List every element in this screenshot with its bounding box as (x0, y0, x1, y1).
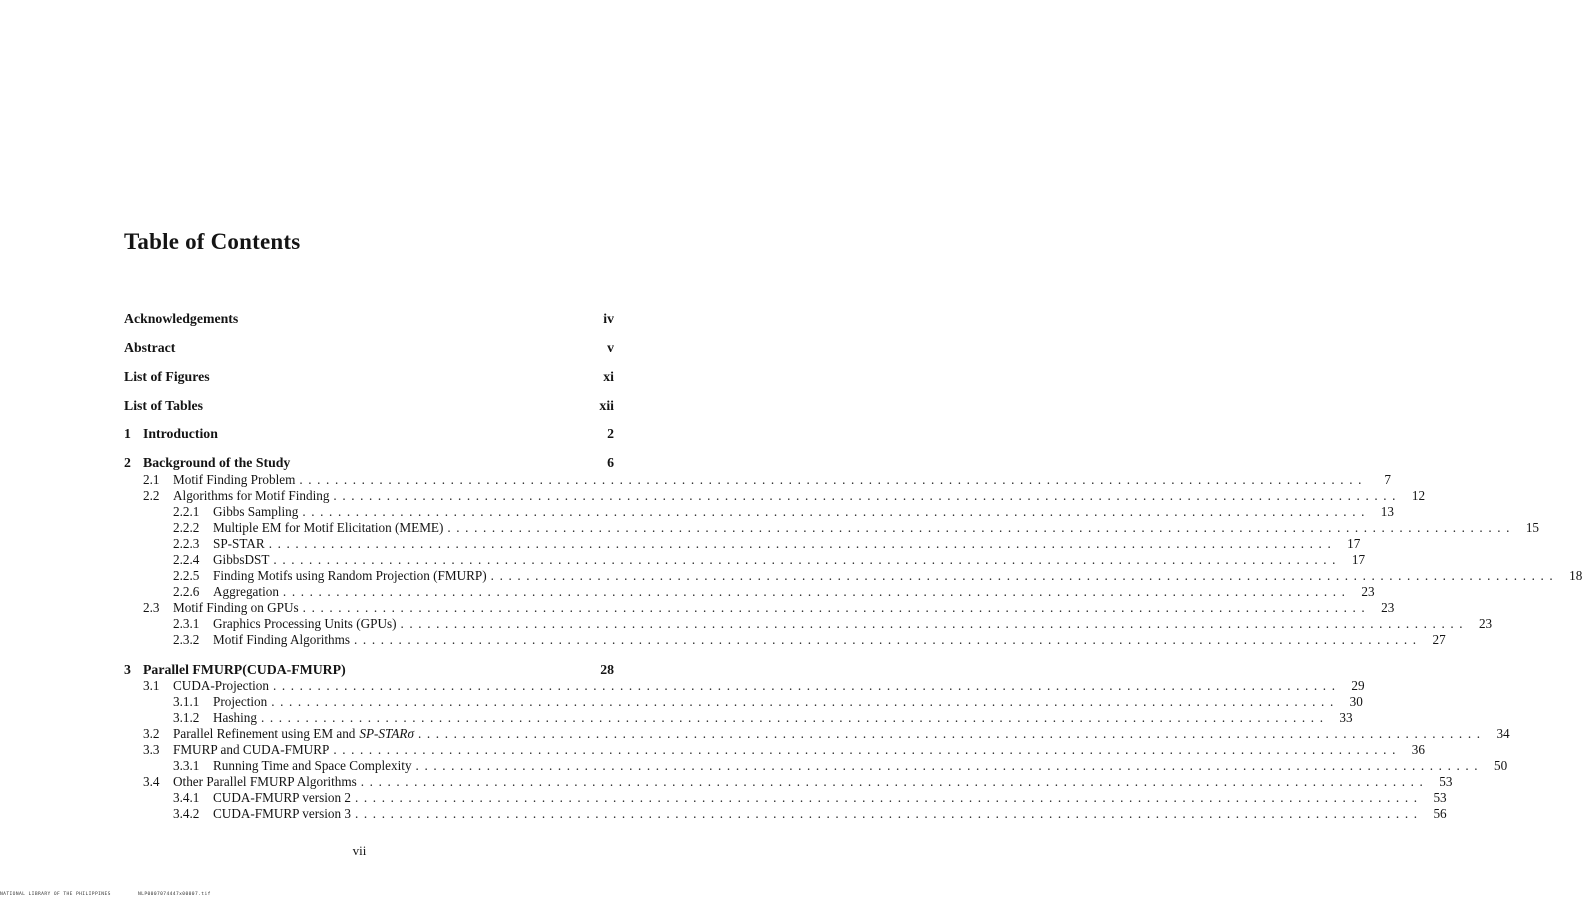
toc-label: GibbsDST (213, 552, 270, 567)
toc-label: FMURP and CUDA-FMURP (173, 742, 330, 757)
toc-leader-dots: ........................................................................................................................ (418, 726, 1486, 741)
toc-number: 1 (124, 426, 131, 441)
toc-label: Finding Motifs using Random Projection (FMURP) (213, 568, 487, 583)
toc-number: 3.3 (143, 742, 160, 757)
toc-label: Hashing (213, 710, 257, 725)
toc-leader-dots: ........................................................................................................................ (360, 774, 1429, 789)
toc-entry-3-1-1[interactable] (124, 694, 1363, 710)
toc-label: Motif Finding Algorithms (213, 632, 351, 647)
toc-entry-2-3-2[interactable] (124, 632, 1446, 648)
toc-label: CUDA-FMURP version 3 (213, 806, 351, 821)
toc-leader-dots: ........................................................................................................................ (447, 520, 1516, 535)
toc-label: Algorithms for Motif Finding (173, 488, 330, 503)
toc-number: 2.2.6 (173, 584, 200, 599)
toc-entry-2-2-1[interactable] (124, 504, 1394, 520)
toc-label: Parallel Refinement using EM and (173, 726, 356, 741)
toc-number: 2 (124, 455, 131, 470)
toc-number: 2.2.3 (173, 536, 200, 551)
toc-entry-2-2-5[interactable] (124, 568, 1582, 584)
toc-label-italic: SP-STARσ (359, 726, 414, 741)
toc-label: Projection (213, 694, 268, 709)
toc-page: 53 (1433, 790, 1447, 805)
toc-leader-dots: ........................................................................................................................ (333, 742, 1401, 757)
toc-page: 36 (1411, 742, 1425, 757)
toc-leader-dots: ........................................................................................................................ (282, 584, 1351, 599)
toc-page: 53 (1439, 774, 1453, 789)
toc-number: 3.4.2 (173, 806, 200, 821)
toc-leader-dots: ........................................................................................................................ (354, 632, 1422, 647)
toc-page: xi (603, 369, 614, 384)
toc-leader-dots: ........................................................................................................................ (268, 536, 1337, 551)
toc-label: Graphics Processing Units (GPUs) (213, 616, 397, 631)
toc-entry-3-4[interactable] (124, 774, 1453, 790)
toc-leader-dots: ........................................................................................................................ (415, 758, 1484, 773)
toc-entry-3-4-1[interactable] (124, 790, 1447, 806)
toc-number: 2.3.2 (173, 632, 200, 647)
toc-page: 17 (1351, 552, 1366, 567)
toc-page: 50 (1493, 758, 1508, 773)
toc-page: 23 (1361, 584, 1375, 599)
toc-page: 15 (1525, 520, 1540, 535)
toc-number: 3.4 (143, 774, 160, 789)
toc-entry-2-1[interactable] (124, 472, 1391, 488)
toc-page: 23 (1478, 616, 1493, 631)
toc-page: 23 (1381, 600, 1395, 615)
toc-entry-3-3[interactable] (124, 742, 1425, 758)
toc-label: Motif Finding on GPUs (173, 600, 299, 615)
toc-number: 3.3.1 (173, 758, 200, 773)
toc-leader-dots: ........................................................................................................................ (272, 678, 1341, 693)
toc-entry-3-1-2[interactable] (124, 710, 1353, 726)
toc-entry-3-1[interactable] (124, 678, 1365, 694)
toc-page: 7 (1384, 472, 1391, 487)
toc-page: 28 (600, 662, 614, 677)
toc-label: SP-STAR (213, 536, 265, 551)
toc-label: List of Figures (124, 369, 210, 384)
toc-number: 3.1.2 (173, 710, 200, 725)
toc-label: Background of the Study (143, 455, 291, 470)
toc-entry-acknowledgements[interactable] (124, 311, 614, 327)
toc-label: Gibbs Sampling (213, 504, 299, 519)
table-of-contents (124, 0, 1582, 900)
toc-page: 12 (1411, 488, 1426, 503)
toc-number: 2.2 (143, 488, 160, 503)
toc-leader-dots: ........................................................................................................................ (355, 790, 1423, 805)
toc-label: Aggregation (213, 584, 279, 599)
toc-page: 56 (1433, 806, 1447, 821)
toc-leader-dots: ........................................................................................................................ (273, 552, 1342, 567)
toc-leader-dots: ........................................................................................................................ (271, 694, 1339, 709)
toc-number: 2.3 (143, 600, 160, 615)
toc-page: iv (603, 311, 614, 326)
toc-number: 3.2 (143, 726, 160, 741)
toc-page: 27 (1432, 632, 1446, 647)
toc-label: Other Parallel FMURP Algorithms (173, 774, 357, 789)
toc-entry-3-2[interactable] (124, 726, 1510, 742)
toc-entry-list-of-tables[interactable] (124, 398, 614, 414)
toc-page: 13 (1380, 504, 1394, 519)
page-title: Table of Contents (124, 229, 301, 254)
scan-footer-file: NLP0007074447x00007.tif (137, 892, 211, 897)
toc-number: 2.2.1 (173, 504, 200, 519)
toc-number: 3.1.1 (173, 694, 200, 709)
toc-number: 2.2.5 (173, 568, 200, 583)
toc-page: xii (599, 398, 614, 413)
toc-page: 17 (1347, 536, 1361, 551)
toc-page: 18 (1569, 568, 1582, 583)
toc-page: 33 (1339, 710, 1353, 725)
toc-number: 2.1 (143, 472, 160, 487)
toc-label: CUDA-Projection (173, 678, 269, 693)
toc-page: v (607, 340, 614, 355)
toc-leader-dots: ........................................................................................................................ (299, 472, 1367, 487)
toc-leader-dots: ........................................................................................................................ (400, 616, 1469, 631)
toc-entry-chapter-1[interactable] (124, 426, 614, 442)
toc-entry-2-3-1[interactable] (124, 616, 1493, 632)
toc-label: Running Time and Space Complexity (213, 758, 412, 773)
toc-leader-dots: ........................................................................................................................ (302, 600, 1371, 615)
toc-leader-dots: ........................................................................................................................ (490, 568, 1559, 583)
scan-footer-library: NATIONAL LIBRARY OF THE PHILIPPINES (0, 892, 111, 897)
toc-page: 34 (1496, 726, 1510, 741)
toc-number: 3 (124, 662, 131, 677)
toc-number: 3.1 (143, 678, 160, 693)
toc-leader-dots: ........................................................................................................................ (355, 806, 1423, 821)
toc-leader-dots: ........................................................................................................................ (302, 504, 1370, 519)
toc-page: 6 (607, 455, 614, 470)
toc-number: 2.3.1 (173, 616, 200, 631)
toc-entry-3-4-2[interactable] (124, 806, 1447, 822)
toc-page: 30 (1349, 694, 1363, 709)
toc-entry-2-2-4[interactable] (124, 552, 1366, 568)
toc-number: 3.4.1 (173, 790, 200, 805)
toc-label: Abstract (124, 340, 176, 355)
toc-page: 2 (607, 426, 614, 441)
toc-label: Multiple EM for Motif Elicitation (MEME) (213, 520, 444, 535)
toc-entry-abstract[interactable] (124, 340, 614, 356)
toc-entry-chapter-2[interactable] (124, 455, 614, 471)
toc-label: List of Tables (124, 398, 203, 413)
toc-label: CUDA-FMURP version 2 (213, 790, 351, 805)
toc-label: Acknowledgements (124, 311, 239, 326)
toc-entry-chapter-3[interactable] (124, 662, 614, 678)
toc-entry-2-2[interactable] (124, 488, 1426, 504)
toc-leader-dots: ........................................................................................................................ (260, 710, 1329, 725)
toc-entry-2-3[interactable] (124, 600, 1395, 616)
toc-entry-3-3-1[interactable] (124, 758, 1508, 774)
toc-label: Motif Finding Problem (173, 472, 296, 487)
page-number: vii (352, 843, 367, 858)
toc-entry-2-2-2[interactable] (124, 520, 1540, 536)
scan-footer (0, 892, 235, 897)
toc-leader-dots: ........................................................................................................................ (333, 488, 1402, 503)
toc-number: 2.2.4 (173, 552, 200, 567)
toc-entry-2-2-3[interactable] (124, 536, 1361, 552)
toc-page: 29 (1351, 678, 1365, 693)
toc-entry-list-of-figures[interactable] (124, 369, 614, 385)
toc-number: 2.2.2 (173, 520, 200, 535)
toc-label: Parallel FMURP(CUDA-FMURP) (143, 662, 346, 677)
toc-entry-2-2-6[interactable] (124, 584, 1375, 600)
toc-label: Introduction (143, 426, 218, 441)
